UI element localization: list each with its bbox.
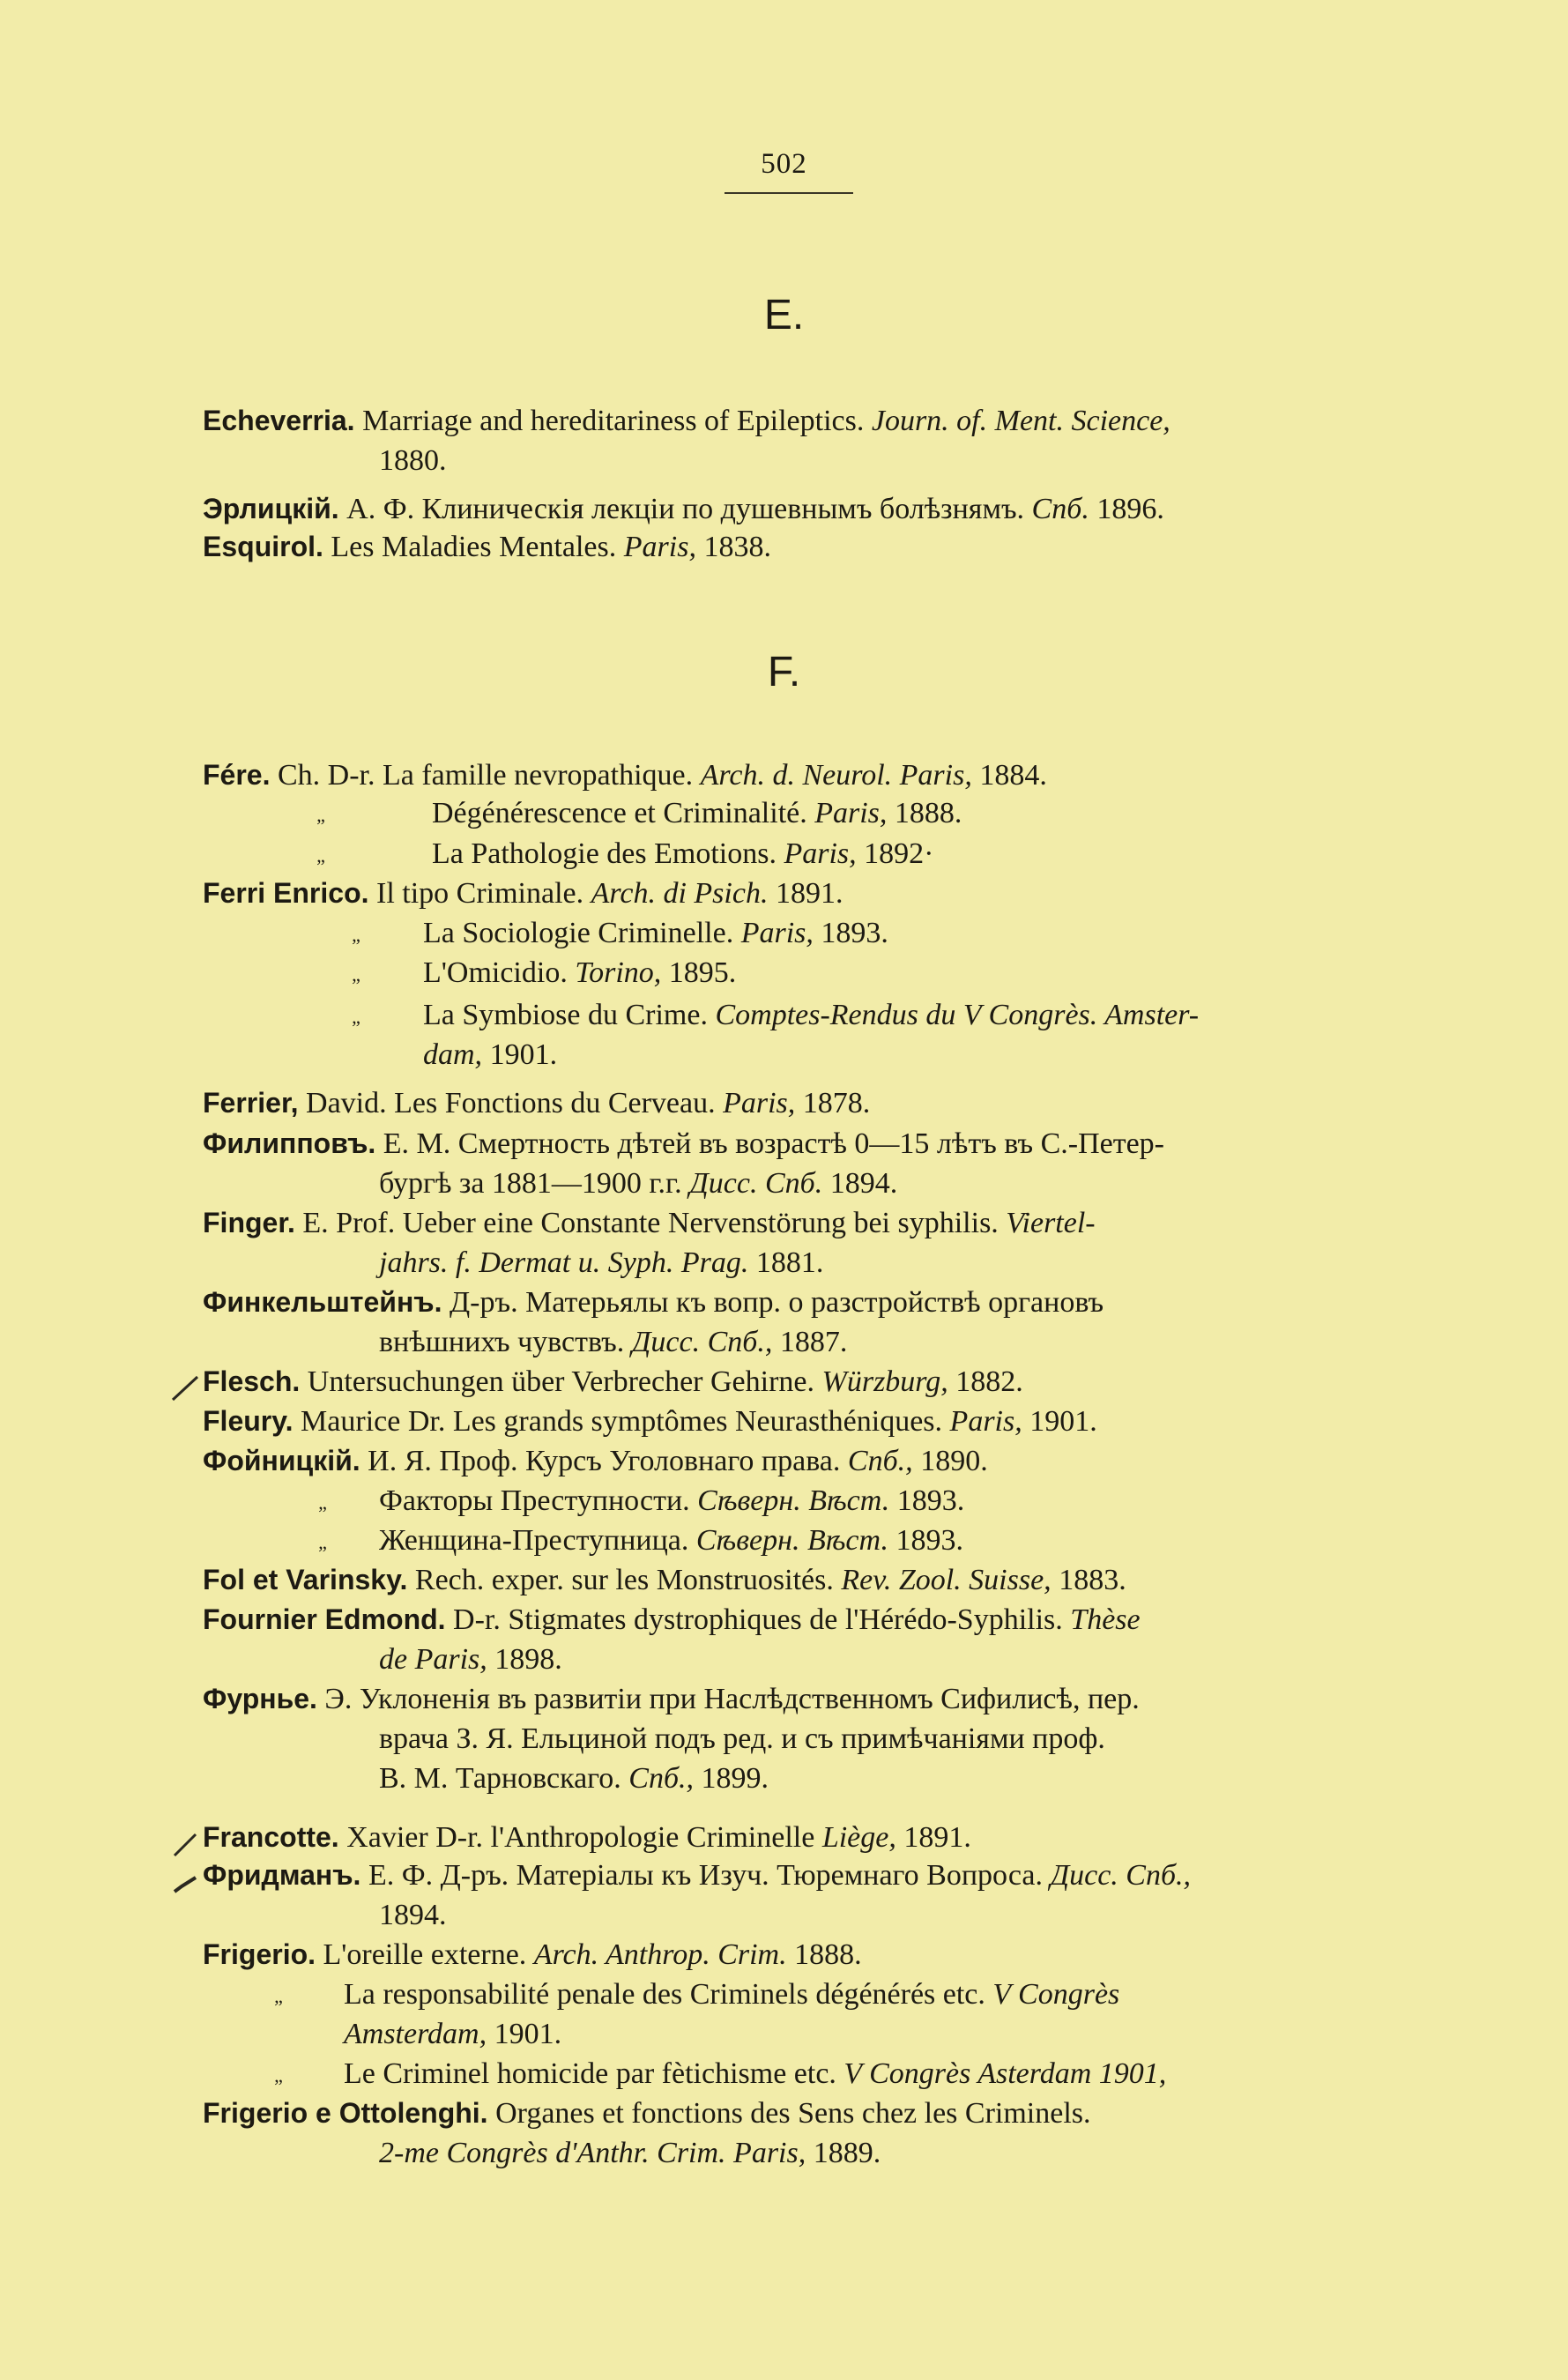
entry-erlitsky: Эрлицкій. А. Ф. Клиническія лекціи по душевнымъ болѣзнямъ. Спб. 1896. [203,493,1164,525]
entry-ferri-4: La Symbiose du Crime. Comptes-Rendus du V Congrès. Amster- dam, 1901. [423,999,1200,1071]
entry-foinitsky-2: Факторы Преступности. Сѣверн. Вѣст. 1893. [379,1484,965,1517]
entry-author: Фридманъ. [203,1859,361,1891]
ditto-mark: „ [352,1006,360,1028]
entry-frigerio: Frigerio. L'oreille externe. Arch. Anthrop. Crim. 1888. [203,1938,862,1971]
entry-author: Филипповъ. [203,1127,376,1159]
section-heading-e: E. [763,292,805,338]
entry-author: Fournier Edmond. [203,1603,446,1635]
entry-author: Ferri Enrico. [203,877,369,909]
ditto-mark: „ [318,1531,327,1553]
entry-foinitsky-3: Женщина-Преступница. Сѣверн. Вѣст. 1893. [379,1524,963,1557]
entry-fridman: Фридманъ. Е. Ф. Д-ръ. Матеріалы къ Изуч. Тюремнаго Вопроса. Дисс. Спб., 1894. [203,1859,1192,1931]
entry-author: Esquirol. [203,531,323,562]
entry-fournier: Fournier Edmond. D-r. Stigmates dystrophiques de l'Hérédo-Syphilis. Thèse de Paris, 1898. [203,1603,1141,1676]
pencil-tick-icon [169,1373,201,1405]
page-number: 502 [761,148,807,180]
entry-author: Frigerio e Ottolenghi. [203,2097,488,2129]
entry-author: Francotte. [203,1821,339,1853]
entry-author: Flesch. [203,1365,301,1397]
entry-author: Fére. [203,759,271,791]
entry-author: Фойницкій. [203,1445,360,1476]
entry-ferrier: Ferrier, David. Les Fonctions du Cerveau. Paris, 1878. [203,1087,871,1119]
ditto-mark: „ [352,963,360,985]
entry-ferri-3: L'Omicidio. Torino, 1895. [423,956,737,989]
entry-finkelstein: Финкельштейнъ. Д-ръ. Матерьялы къ вопр. о разстройствѣ органовъ внѣшнихъ чувствъ. Дисс. Спб., 1887. [203,1286,1104,1358]
section-heading-f: F. [767,649,801,695]
entry-author: Ferrier, [203,1087,299,1119]
ditto-mark: „ [318,1491,327,1514]
pencil-tick-icon [169,1829,201,1861]
entry-flesch: Flesch. Untersuchungen über Verbrecher Gehirne. Würzburg, 1882. [203,1365,1023,1398]
ditto-mark: „ [352,924,360,946]
entry-fere: Fére. Ch. D-r. La famille nevropathique. Arch. d. Neurol. Paris, 1884. [203,759,1047,792]
entry-fleury: Fleury. Maurice Dr. Les grands symptômes Neurasthéniques. Paris, 1901. [203,1405,1097,1438]
entry-ferri-2: La Sociologie Criminelle. Paris, 1893. [423,917,888,949]
entry-esquirol: Esquirol. Les Maladies Mentales. Paris, 1838. [203,531,771,563]
entry-author: Финкельштейнъ. [203,1286,442,1318]
entry-finger: Finger. E. Prof. Ueber eine Constante Nervenstörung bei syphilis. Viertel- jahrs. f. Dermat u. Syph. Prag. 1881. [203,1207,1096,1279]
entry-filippov: Филипповъ. Е. М. Смертность дѣтей въ возрастѣ 0—15 лѣтъ въ С.-Петер- бургѣ за 1881—1900 г.г. Дисс. Спб. 1894. [203,1127,1164,1200]
entry-fere-3: La Pathologie des Emotions. Paris, 1892· [432,837,934,870]
entry-author: Frigerio. [203,1938,316,1970]
entry-fere-2: Dégénérescence et Criminalité. Paris, 1888. [432,797,962,829]
ditto-mark: „ [274,2064,283,2086]
page-number-rule [725,192,853,194]
ditto-mark: „ [274,1985,283,2007]
entry-ferri: Ferri Enrico. Il tipo Criminale. Arch. di Psich. 1891. [203,877,843,910]
entry-author: Фурнье. [203,1683,317,1714]
entry-author: Fleury. [203,1405,294,1437]
entry-fournier-ru: Фурнье. Э. Уклоненія въ развитіи при Наслѣдственномъ Сифилисѣ, пер. врача З. Я. Ельциной подъ ред. и съ примѣчаніями проф. В. М. Тарновскаго. Спб., 1899. [203,1683,1140,1795]
entry-foinitsky: Фойницкій. И. Я. Проф. Курсъ Уголовнаго права. Спб., 1890. [203,1445,988,1477]
entry-frigerio-ottolenghi: Frigerio e Ottolenghi. Organes et fonctions des Sens chez les Criminels. 2-me Congrès d'Anthr. Crim. Paris, 1889. [203,2097,1091,2169]
entry-author: Echeverria. [203,405,355,436]
entry-frigerio-2: La responsabilité penale des Criminels dégénérés etc. V Congrès Amsterdam, 1901. [344,1978,1120,2050]
pencil-tick-icon [169,1867,201,1899]
entry-echeverria: Echeverria. Marriage and hereditariness of Epileptics. Journ. of. Ment. Science, 1880. [203,405,1170,477]
ditto-mark: „ [316,804,325,826]
entry-fol-varinsky: Fol et Varinsky. Rech. exper. sur les Monstruosités. Rev. Zool. Suisse, 1883. [203,1564,1126,1596]
ditto-mark: „ [316,844,325,866]
entry-author: Fol et Varinsky. [203,1564,408,1595]
entry-author: Finger. [203,1207,295,1238]
entry-author: Эрлицкій. [203,493,339,524]
entry-frigerio-3: Le Criminel homicide par fètichisme etc. V Congrès Asterdam 1901, [344,2057,1167,2090]
entry-francotte: Francotte. Xavier D-r. l'Anthropologie Criminelle Liège, 1891. [203,1821,971,1854]
